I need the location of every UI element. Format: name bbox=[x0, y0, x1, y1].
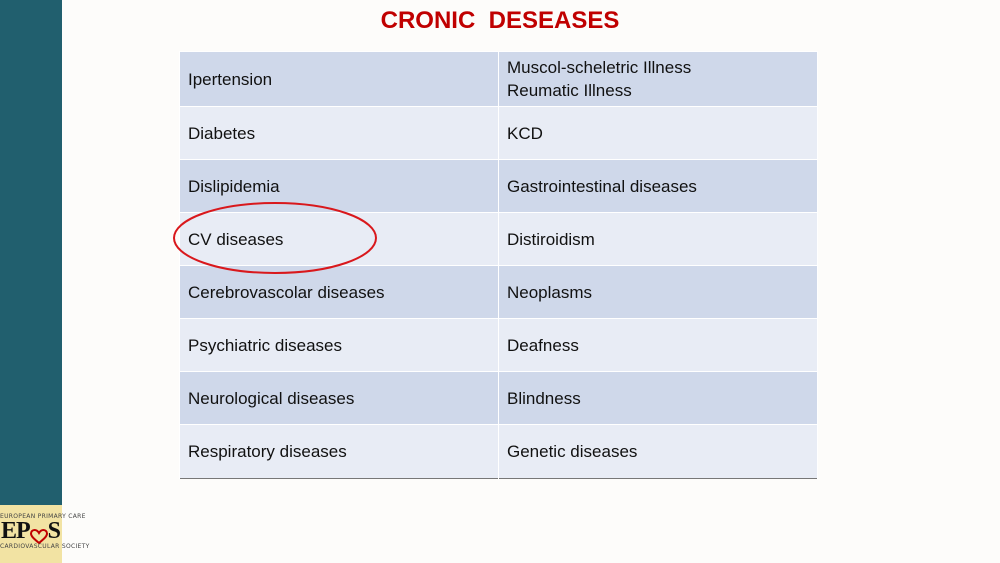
disease-label: Dislipidemia bbox=[188, 176, 280, 196]
table-row bbox=[180, 266, 818, 319]
table-row bbox=[180, 372, 818, 425]
disease-label: Blindness bbox=[507, 388, 581, 408]
left-disease-cell bbox=[180, 213, 499, 266]
logo-mark: EP S bbox=[1, 517, 61, 544]
table-row bbox=[180, 107, 818, 160]
left-disease-cell bbox=[180, 425, 499, 479]
left-disease-cell bbox=[180, 107, 499, 160]
disease-label: Psychiatric diseases bbox=[188, 335, 343, 355]
right-disease-cell bbox=[499, 107, 818, 160]
right-disease-cell bbox=[499, 319, 818, 372]
sidebar-band bbox=[0, 0, 90, 563]
epccs-logo bbox=[0, 505, 90, 563]
table-row bbox=[180, 319, 818, 372]
slide-title: CRONIC DESEASES bbox=[380, 7, 620, 34]
table-row bbox=[180, 213, 818, 266]
disease-label: Deafness bbox=[507, 335, 579, 355]
disease-label: Gastrointestinal diseases bbox=[507, 176, 697, 196]
disease-label: CV diseases bbox=[188, 229, 284, 249]
table-row bbox=[180, 52, 818, 107]
heart-icon bbox=[31, 524, 47, 538]
disease-label: Diabetes bbox=[188, 123, 256, 143]
logo-arc-bottom-text: CARDIOVASCULAR SOCIETY bbox=[0, 543, 90, 550]
disease-label: Cerebrovascolar diseases bbox=[188, 282, 385, 302]
table-row bbox=[180, 425, 818, 479]
right-disease-cell bbox=[499, 213, 818, 266]
right-disease-cell bbox=[499, 266, 818, 319]
table-row bbox=[180, 160, 818, 213]
disease-label: Reumatic Illness bbox=[507, 81, 632, 100]
left-disease-cell bbox=[180, 372, 499, 425]
disease-label: Muscol-scheletric Illness bbox=[507, 58, 692, 77]
right-disease-cell bbox=[499, 52, 818, 107]
left-disease-cell bbox=[180, 319, 499, 372]
left-disease-cell bbox=[180, 160, 499, 213]
right-disease-cell bbox=[499, 372, 818, 425]
left-disease-cell bbox=[180, 266, 499, 319]
disease-label: KCD bbox=[507, 123, 543, 143]
right-disease-cell bbox=[499, 160, 818, 213]
right-disease-cell bbox=[499, 425, 818, 479]
disease-label: Genetic diseases bbox=[507, 442, 638, 461]
left-disease-cell bbox=[180, 52, 499, 107]
diseases-table bbox=[179, 51, 818, 479]
disease-label: Distiroidism bbox=[507, 229, 595, 249]
disease-label: Ipertension bbox=[188, 69, 273, 89]
disease-label: Respiratory diseases bbox=[188, 442, 347, 461]
disease-label: Neurological diseases bbox=[188, 388, 355, 408]
logo-arc-top-text: EUROPEAN PRIMARY CARE bbox=[0, 513, 86, 520]
disease-label: Neoplasms bbox=[507, 282, 593, 302]
